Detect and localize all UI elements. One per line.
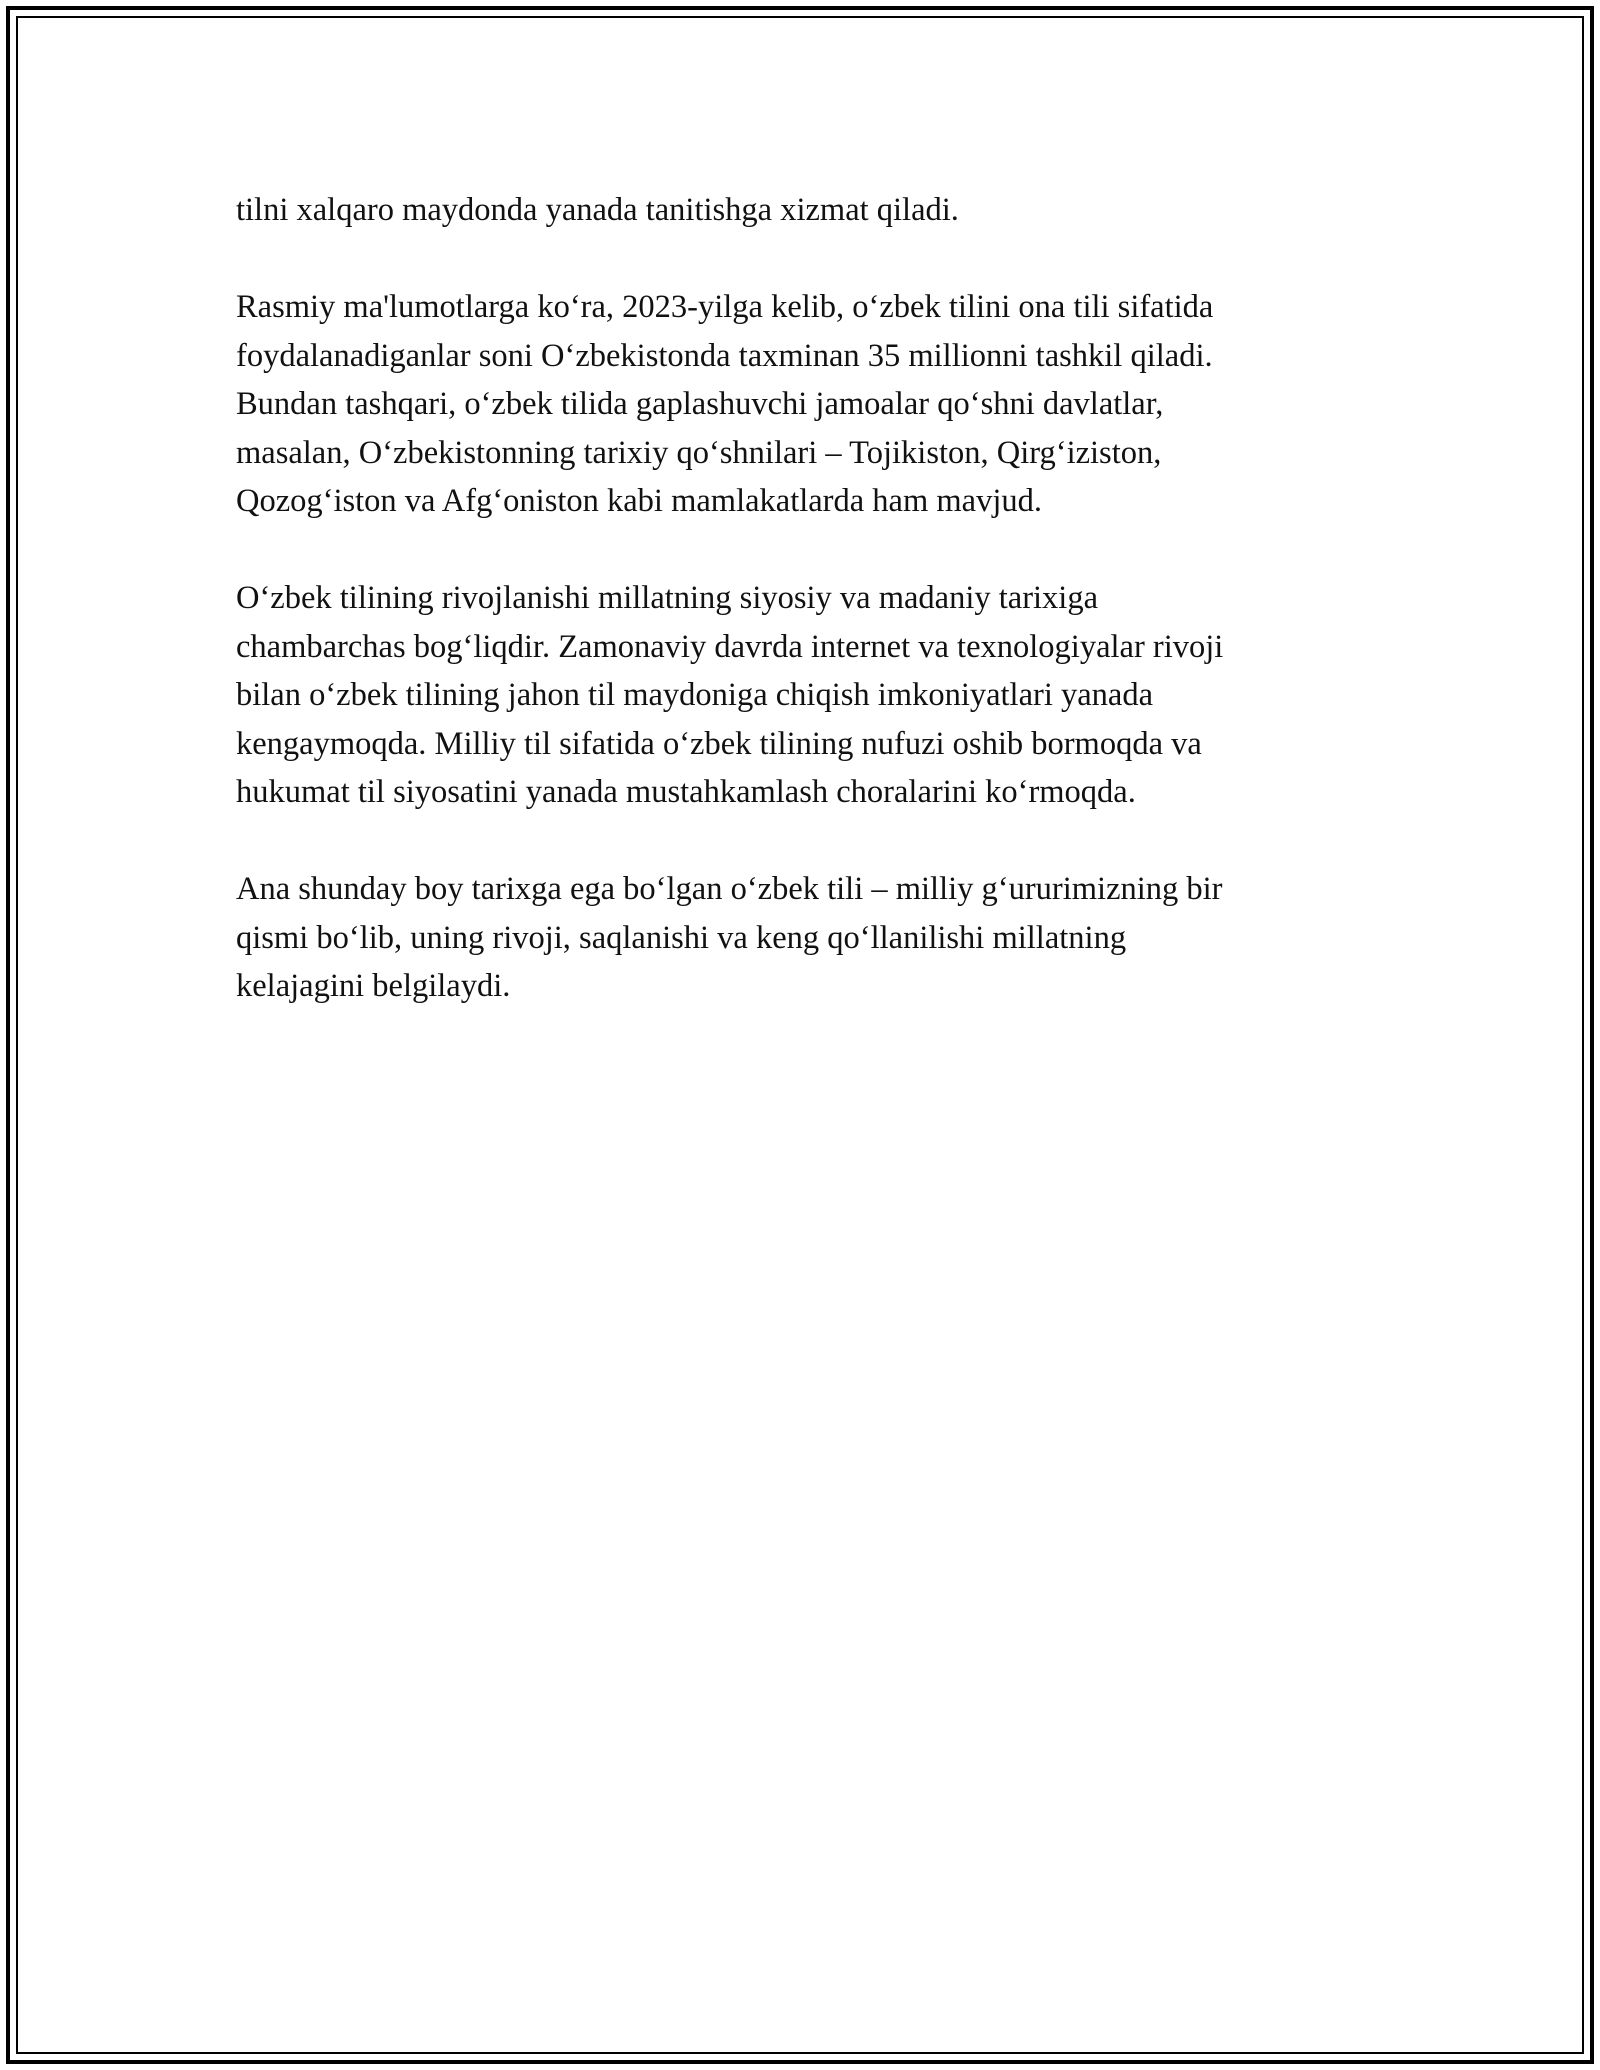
paragraph-2 xyxy=(236,283,1396,526)
text-line: masalan, O‘zbekistonning tarixiy qo‘shnilari – Tojikiston, Qirg‘iziston, xyxy=(236,434,1162,471)
text-line: Rasmiy ma'lumotlarga ko‘ra, 2023-yilga kelib, o‘zbek tilini ona tili sifatida xyxy=(236,289,1214,325)
document-body xyxy=(236,186,1396,1059)
paragraph-1 xyxy=(236,186,1396,235)
text-line: bilan o‘zbek tilining jahon til maydoniga chiqish imkoniyatlari yanada xyxy=(236,677,1154,713)
text-line: Ana shunday boy tarixga ega bo‘lgan o‘zbek tili – milliy g‘ururimizning bir xyxy=(236,871,1223,907)
paragraph-3 xyxy=(236,574,1396,817)
text-line: foydalanadiganlar soni O‘zbekistonda taxminan 35 millionni tashkil qiladi. xyxy=(236,337,1213,374)
text-line: Qozog‘iston va Afg‘oniston kabi mamlakatlarda ham mavjud. xyxy=(236,483,1042,519)
text-line: Bundan tashqari, o‘zbek tilida gaplashuvchi jamoalar qo‘shni davlatlar, xyxy=(236,386,1164,422)
text-line: kengaymoqda. Milliy til sifatida o‘zbek tilining nufuzi oshib bormoqda va xyxy=(236,725,1202,762)
text-line: O‘zbek tilining rivojlanishi millatning siyosiy va madaniy tarixiga xyxy=(236,580,1099,616)
text-line: tilni xalqaro maydonda yanada tanitishga xizmat qiladi. xyxy=(236,192,959,228)
text-line: hukumat til siyosatini yanada mustahkamlash choralarini ko‘rmoqda. xyxy=(236,774,1136,810)
paragraph-4 xyxy=(236,865,1396,1011)
text-line: kelajagini belgilaydi. xyxy=(236,968,511,1004)
text-line: chambarchas bog‘liqdir. Zamonaviy davrda internet va texnologiyalar rivoji xyxy=(236,628,1224,665)
text-line: qismi bo‘lib, uning rivoji, saqlanishi va keng qo‘llanilishi millatning xyxy=(236,919,1127,956)
